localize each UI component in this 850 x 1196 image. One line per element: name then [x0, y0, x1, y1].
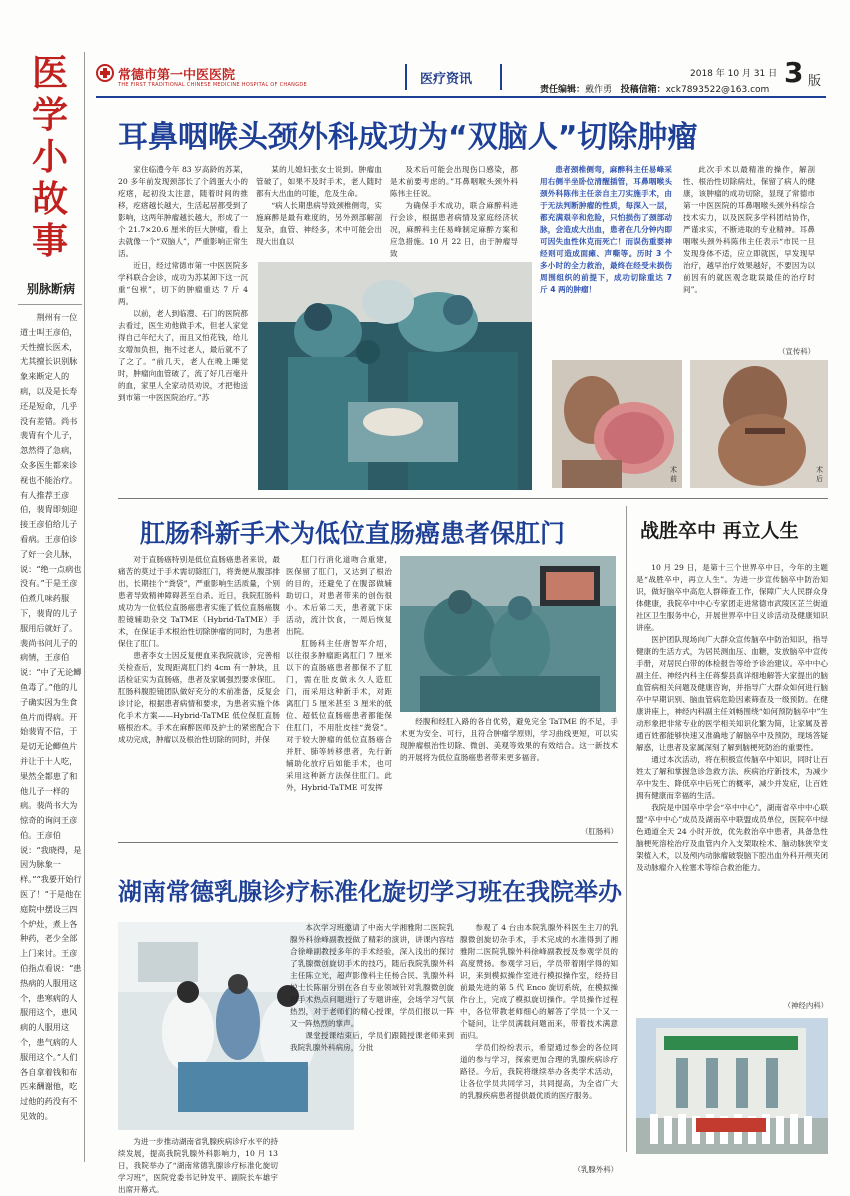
article1-col4: 患者颈椎侧弯，麻醉科主任易峰采用右侧半坐卧位清醒插管，耳鼻咽喉头颈外科陈伟主任亲自主刀实施手术，由于无法判断肿瘤的性质，每深入一层，都充满艰辛和危险，只怕损伤了颈部动脉，会造成大出血，患者在几分钟内即可因失血性休克而死亡！而误伤重要神经则可造成面瘫、声嘶等。历时 3 个多小时的全力救治，最终在经受未损伤周围组织的前提下，成功切除重达 7 斤 4 两的肿瘤！	[540, 165, 672, 294]
article1-col5: 此次手术以最精准的操作，解剖性、根治性切除病灶，保留了病人的健康，该肿瘤的成功切除，显现了常德市第一中医医院的耳鼻咽喉头颈外科综合技术实力，以及医院多学科团结协作，严谨求实，不断进取的专业精神。耳鼻咽喉头颈外科陈伟主任表示“市民一旦发现身体不适，应立即就医，早发现早治疗，越早治疗效果越好，不要因为以前因有的就医观念耽误最佳的治疗时间”。	[683, 165, 815, 294]
article3-title: 战胜卒中 再立人生	[640, 520, 799, 542]
editor-name: 戴作勇	[585, 85, 613, 95]
article4-col2: 本次学习班邀请了中南大学湘雅附二医院乳腺外科徐峰副教授做了精彩的演讲，讲课内容结合徐峰副教授多年的手术经验，深入浅出的探讨了乳腺微创旋切手术的技巧，随后我院乳腺外科主任陈立光，超声影像科主任杨合民、乳腺外科护士长陈丽分别在各自专业领域针对乳腺微创旋切手术热点问题进行了专题讲座，会场学习气氛热烈，对于老师们的精心授课，学员们报以一阵又一阵热烈的掌声。 课堂授课结束后，学员们跟随授课老师来到我院乳腺外科病房，分批	[290, 923, 454, 1052]
article1-col1: 家住临澧今年 83 岁高龄的苏某，20 多年前发现颈部长了个鸽蛋大小的疙瘩，起初没太注意，随着时间的推移，疙瘩越长越大，生活起居都受到了影响，这两年肿瘤越长越大，形成了一个 21.7×20.6 厘米的巨大肿瘤，看上去就像一个“双脑人”，严重影响正常生活。 近日，经过常德市第一中医医院多学科联合会诊，成功为苏某卸下这一沉重“包袱”，切下的肿瘤重达 7 斤 4 两。 以前，老人到临澧、石门的医院都去看过，医生劝他做手术，但老人家觉得自己年纪大了，而且又怕花钱，给儿女增加负担，拖不过老人，最后就不了了之了。“前几天，老人在晚上睡觉时，肿瘤向血管破了，流了好几百毫升的血，家里人全家动员劝说，才把他送到市第一中医医院治疗。”苏	[118, 165, 248, 402]
email-label: 投稿信箱：	[620, 85, 666, 95]
article4-signature: （乳腺外科）	[573, 1165, 618, 1174]
story-title: 别脉断病	[26, 282, 75, 296]
header-divider-left	[405, 64, 407, 90]
story-divider	[18, 304, 82, 305]
header-rule	[96, 96, 826, 98]
article2-col1: 对于直肠癌特别是低位直肠癌患者来说，最痛苦的莫过于手术需切除肛门，将粪便从腹部排出，长期挂个“粪袋”，严重影响生活质量，个别患者导致精神障碍甚至自杀。近日，我院肛肠科成功为一位低位直肠癌患者实施了低位直肠癌腹腔镜辅助杂交 TaTME（Hybrid-TaTME）手术，在保证手术根治性切除肿瘤的同时，为患者保住了肛门。 患者李女士因反复便血来我院就诊，完善相关检查后，发现距离肛门约 4cm 有一肿块，且活检证实为直肠癌，患者及家属强烈要求保肛。肛肠科腹腔镜团队做好充分的术前准备，反复会诊讨论，根据患者病情和要求，为患者实施个体化手术方案——Hybrid-TaTME 低位保肛直肠癌根治术。手术在麻醉医师及护士的紧密配合下成功完成，肿瘤以及根治性切除的同时，并保	[118, 555, 280, 744]
patient-before-image	[552, 360, 682, 488]
before-label: 术前	[670, 466, 677, 483]
article4-title: 湖南常德乳腺诊疗标准化旋切学习班在我院举办	[118, 878, 622, 906]
surgery-photo	[258, 262, 532, 490]
article1-col2: 某的儿媳妇张女士说到。肿瘤血管破了，如果不及时手术，老人随时都有大出血的可能，危及生命。 “病人长期患病导致颈椎侧弯，实施麻醉是最有难度的，另外颈部解剖复杂，血管、神经多，术中可能会出现大出血以	[256, 165, 382, 246]
after-label: 术后	[816, 466, 823, 483]
hospital-logo-icon	[96, 64, 114, 82]
section-name: 医疗资讯	[420, 72, 473, 87]
story-body: 荆州有一位道士叫王彦伯，天性擅长医术，尤其擅长识别脉象来断定人的病，以及是长寿还是短命，几乎没有差错。尚书裴胄有个儿子，忽然得了急病，众多医生都来诊视也不能治疗。有人推荐王彦伯，裴胄即刻迎接王彦伯给儿子看病。王彦伯诊了好一会儿脉，说：“绝一点病也没有。”于是王彦伯煮几味药服下，裴胄的儿子服用后就好了。裴尚书问儿子的病情，王彦伯说：“中了无论鲫鱼毒了。”他的儿子确实因为生食鱼片而得病。开始裴胄不信，于是切无论鲫鱼片并让于十人吃，果然全都患了和他儿子一样的病。裴尚书大为惊奇的询问王彦伯。王彦伯说：“我晓得，是因为脉象一样。”“我要开始行医了！”于是他在庭院中摆设三四个炉灶，煮上各种药，老少全部上门来讨。王彦伯指点看说：“患热病的人服用这个，患寒病的人服用这个，患风病的人服用这个，患气病的人服用这个。”人们各自拿着钱和布匹来酬谢他，吃过他的药没有不见效的。	[20, 312, 82, 1122]
issue-date: 2018 年 10 月 31 日	[690, 69, 778, 79]
article2-signature: （肛肠科）	[581, 827, 618, 836]
article1-title: 耳鼻咽喉头颈外科成功为“双脑人”切除肿瘤	[118, 120, 698, 155]
colorectal-surgery-image	[400, 556, 616, 712]
page-number: 3	[784, 56, 804, 89]
column-title: 医学小故事	[31, 52, 68, 262]
surgery-scene-image	[258, 262, 532, 490]
submission-email[interactable]: xck7893522@163.com	[665, 85, 770, 95]
article2-col3: 经腹和经肛入路的各自优势，避免完全 TaTME 的不足，手术更为安全、可行，且符合肿瘤学原则，学习曲线更短，可以实现肿瘤根治性切除、微创、美观等效果的有效结合。这一新技术的开展将为低位直肠癌患者带来更多福音。	[400, 717, 618, 762]
article1-signature: （宣传科）	[778, 347, 815, 356]
hospital-name-en: THE FIRST TRADITIONAL CHINESE MEDICINE HOSPITAL OF CHANGDE	[118, 82, 307, 88]
article4-col1: 为进一步推动湖南省乳腺疾病诊疗水平的持续发展，提高我院乳腺外科影响力，10 月 13 日，我院举办了“湖南常德乳腺诊疗标准化旋切学习班”，医院党委书记钟发平、副院长车雄宇出席开幕式。	[118, 1137, 278, 1194]
article3-body: 10 月 29 日，是第十三个世界卒中日，今年的主题是“战胜卒中，再立人生”。为进一步宣传脑卒中防治知识，做好脑卒中高危人群筛查工作，保障广大人民群众身体健康，我院卒中中心专家团走进常德市武陵区芷兰街道社区卫生服务中心，开展世界卒中日义诊活动及健康知识讲座。 医护团队现场向广大群众宣传脑卒中防治知识，指导健康的生活方式，为居民测血压、血糖，发放脑卒中宣传手册，对居民白带的体检报告等给予诊治建议。卒中中心副主任、神经内科主任蒋黎县真详细地解答大家提出的脑血管病相关问题及健康咨询，并指导广大群众如何进行脑卒中早期识别、脑血管病危险因素筛查及一级预防。在健康讲座上，神经内科副主任刘畅围绕“如何预防脑卒中”生动形象把非常专业的医学相关知识化繁为简，让家属及普通百姓都能够快速又准确地了解脑卒中及预防，现场答疑解惑，让患者及家属深刻了解到脑梗死防治的重要性。 通过本次活动，将在积极宣传脑卒中知识，同时让百姓太了解和掌握急诊急救方法、疾病治疗新技术，为减少卒中发生、降低卒中后死亡的概率，减少并发症，让百姓拥有健康而幸福的生活。 我院是中国卒中学会“卒中中心”，湖南省卒中中心联盟“卒中中心”成员及湖南卒中联盟成员单位，医院卒中绿色通道全天 24 小时开放，优先救治卒中患者，具备急性脑梗死溶栓治疗及血管内介入支架取栓术、脑动脉狭窄支架植入术，以及颅内动脉瘤破裂脑下腔出血外科开颅夹闭及动脉瘤介入栓塞术等综合救治能力。	[636, 563, 828, 872]
article4-col3: 参观了 4 台由本院乳腺外科医生主刀的乳腺微创旋切杂手术，手术完成的水准得到了湘雅附二医院乳腺外科徐峰副教授及参观学员的高度赞扬。参观学习后，学员带着刚学得的知识，来到模拟操作室进行模拟操作室，经持目前最先进的第 5 代 Enco 旋切系统，在模拟操作台上，完成了模拟旋切操作。学员操作过程中，各位带教老师细心的解答了学员一个又一个疑问，让学员满载问题而来，带着技术满意而归。 学员们纷纷表示，希望通过参会的各位同道的参与学习，探索更加合理的乳腺疾病诊疗路径。今后，我院将继续举办各类学术活动，让各位学员共同学习，共同提高，为全省广大的乳腺疾病患者提供最优质的医疗服务。	[460, 923, 618, 1100]
page-suffix: 版	[808, 74, 822, 89]
header-divider-right	[500, 64, 502, 90]
community-event-image	[636, 1018, 828, 1154]
hospital-name: 常德市第一中医医院	[118, 68, 236, 83]
editor-line	[540, 82, 769, 95]
article3-signature: （神经内科）	[783, 1001, 828, 1010]
stroke-event-photo	[636, 1018, 828, 1154]
editor-label: 责任编辑：	[540, 85, 586, 95]
after-photo	[690, 360, 828, 488]
article2-bottom-rule	[118, 842, 618, 843]
masthead	[96, 62, 336, 92]
before-photo	[552, 360, 682, 488]
article2-title: 肛肠科新手术为低位直肠癌患者保肛门	[140, 519, 566, 548]
article2-col2: 肛门行消化道吻合重建，医保留了肛门，又达到了根治的目的，还避免了在腹部做辅助切口，对患者带来的创伤很小。术后第二天，患者就下床活动，流汁饮食，一周后恢复出院。 肛肠科主任唐智军介绍，以往很多肿瘤距离肛门 7 厘米以下的直肠癌患者都保不了肛门，需在肚皮做永久人造肛门，而采用这种新手术，对距离肛门 5 厘米甚至 3 厘米的低位、超低位直肠癌患者都能保住肛门，不用肚皮挂“粪袋”。对于较大肿瘤的低位直肠癌合并肝、肺等转移患者，先行新辅助化放疗后如能手术，也可采用这种新方法保住肛门。此外，Hybrid-TaTME 可发挥	[286, 555, 392, 792]
sidebar-column	[18, 52, 85, 1162]
article3-divider	[626, 506, 627, 1152]
colorectal-surgery-photo	[400, 556, 616, 712]
article1-bottom-rule	[118, 498, 828, 499]
article1-col3: 及术后可能会出现伤口感染，都是术前要考虑的。”耳鼻咽喉头颈外科陈伟主任说。 为确保手术成功，联合麻醉科进行会诊，根据患者病情及家庭经济状况，麻醉科主任易峰制定麻醉方案和应急措施。10 月 22 日，由于肿瘤导致	[390, 165, 518, 258]
patient-after-image	[690, 360, 828, 488]
